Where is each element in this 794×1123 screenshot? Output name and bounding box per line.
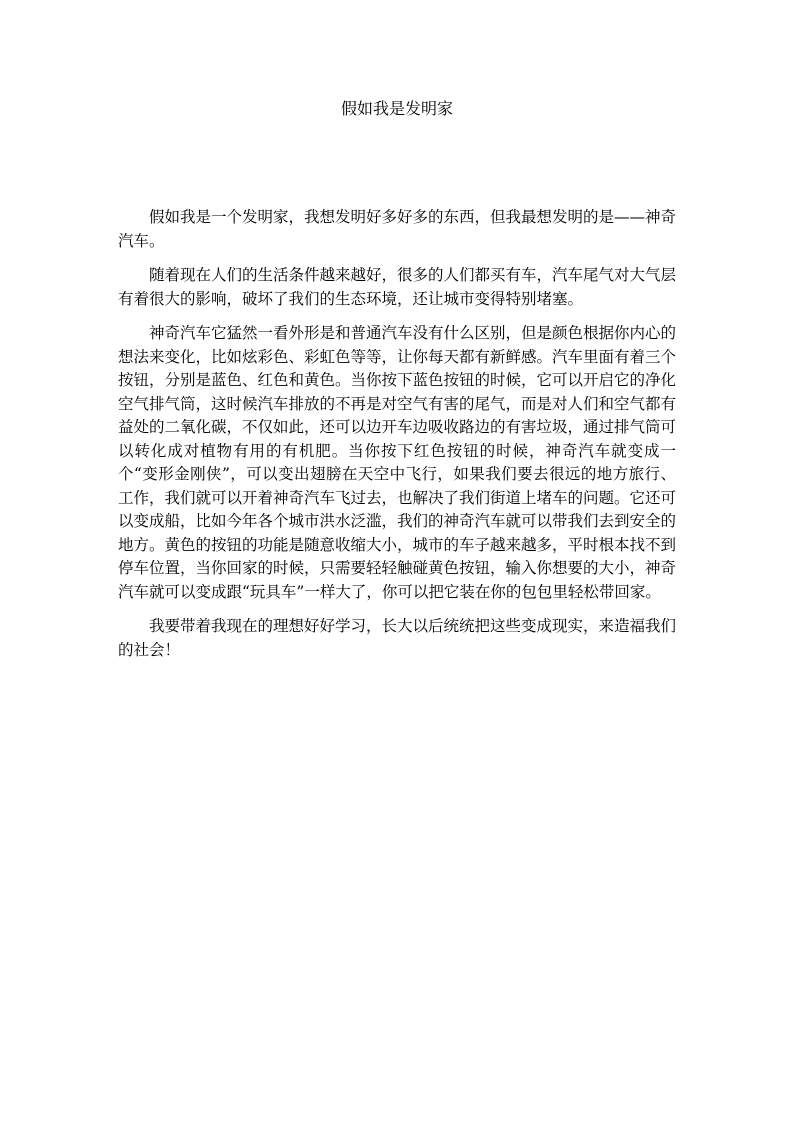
paragraph-conclusion: 我要带着我现在的理想好好学习，长大以后统统把这些变成现实，来造福我们的社会！ [118, 617, 677, 659]
paragraph-problem: 随着现在人们的生活条件越来越好，很多的人们都买有车，汽车尾气对大气层有着很大的影响，破坏了我们的生态环境，还让城市变得特别堵塞。 [118, 266, 677, 308]
paragraph-intro: 假如我是一个发明家，我想发明好多好多的东西，但我最想发明的是——神奇汽车。 [118, 208, 677, 250]
document-body [118, 206, 676, 673]
document-title: 假如我是发明家 [340, 99, 453, 118]
paragraph-description: 神奇汽车它猛然一看外形是和普通汽车没有什么区别，但是颜色根据你内心的想法来变化，比如炫彩色、彩虹色等等，让你每天都有新鲜感。汽车里面有着三个按钮，分别是蓝色、红色和黄色。当你按下蓝色按钮的时候，它可以开启它的净化空气排气筒，这时候汽车排放的不再是对空气有害的尾气，而是对人们和空气都有益处的二氧化碳，不仅如此，还可以边开车边吸收路边的有害垃圾，通过排气筒可以转化成对植物有用的有机肥。当你按下红色按钮的时候，神奇汽车就变成一个“变形金刚侠”，可以变出翅膀在天空中飞行，如果我们要去很远的地方旅行、工作，我们就可以开着神奇汽车飞过去，也解决了我们街道上堵车的问题。它还可以变成船，比如今年各个城市洪水泛滥，我们的神奇汽车就可以带我们去到安全的地方。黄色的按钮的功能是随意收缩大小，城市的车子越来越多，平时根本找不到停车位置，当你回家的时候，只需要轻轻触碰黄色按钮，输入你想要的大小，神奇汽车就可以变成跟“玩具车”一样大了，你可以把它装在你的包包里轻松带回家。 [118, 324, 677, 601]
